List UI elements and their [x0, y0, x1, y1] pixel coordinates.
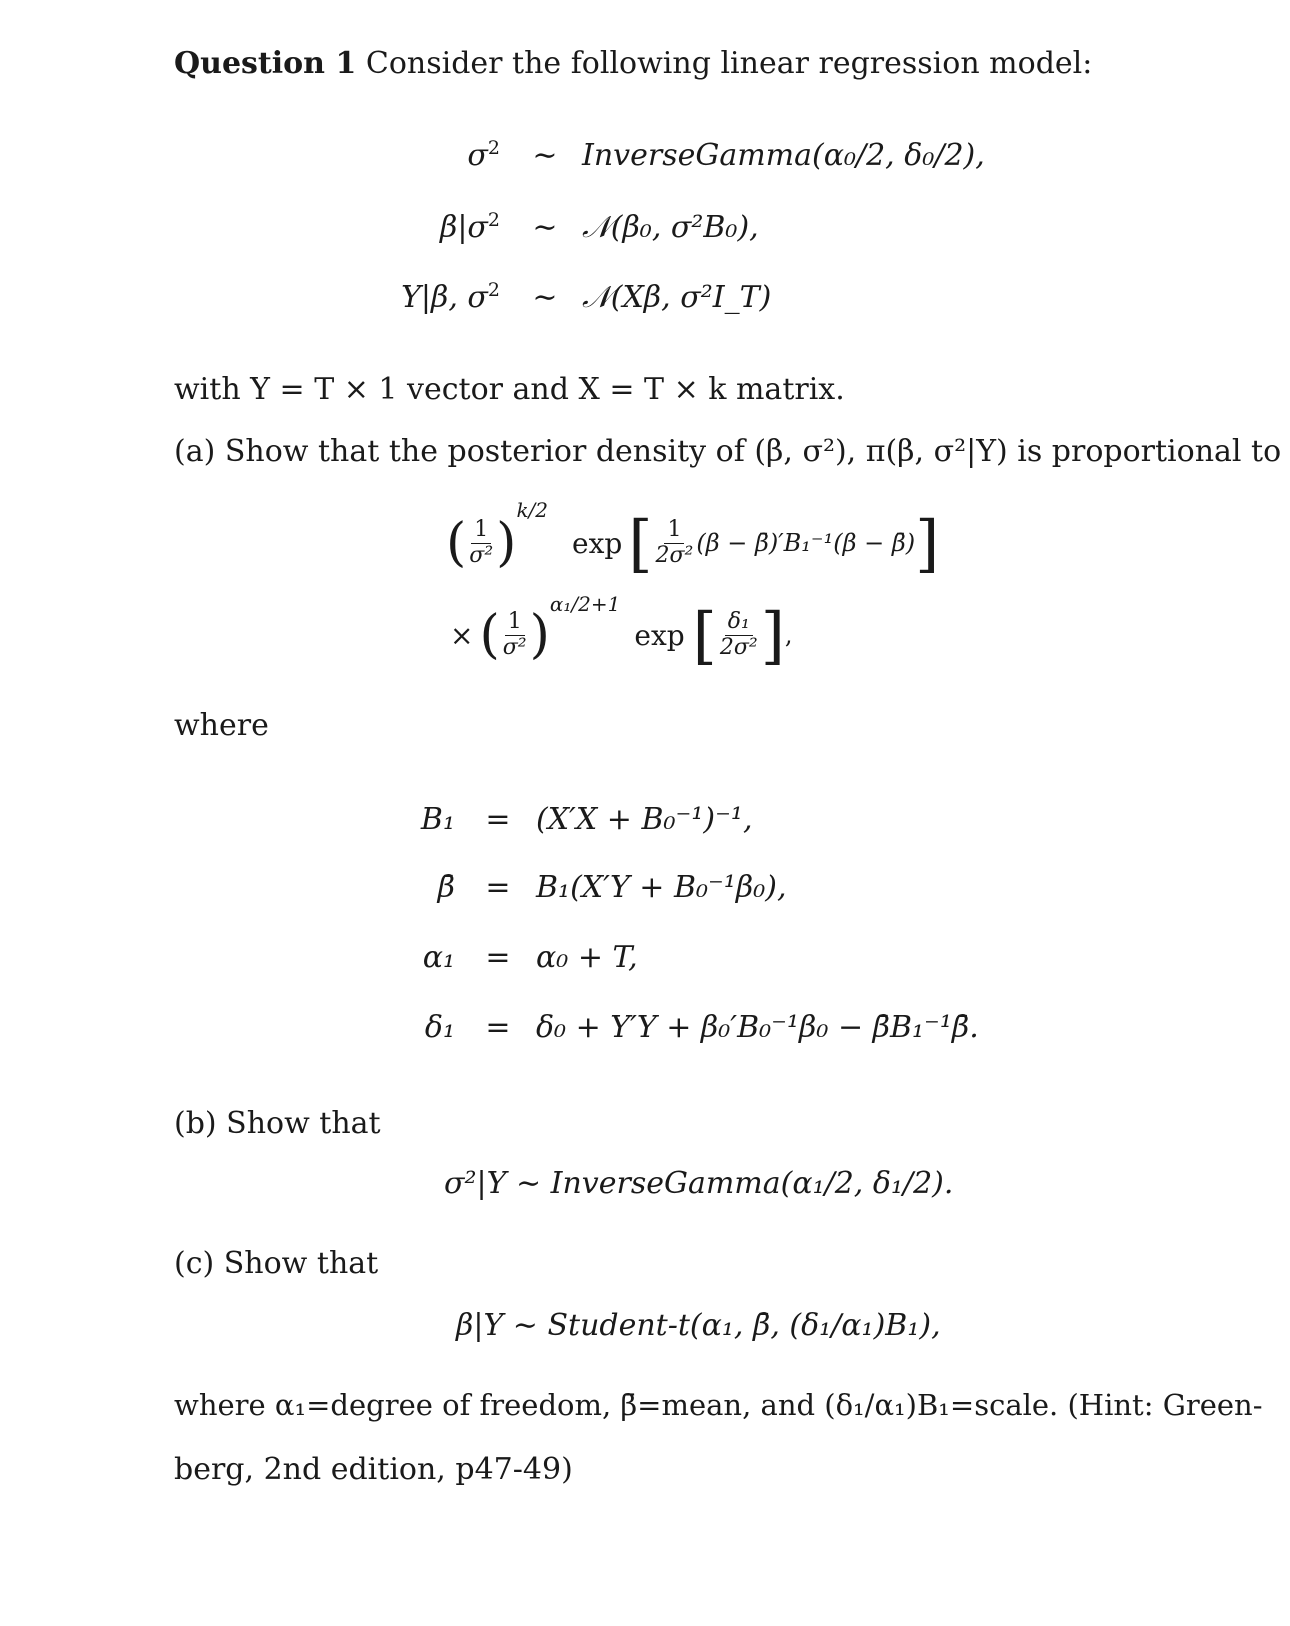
model-eq2-sim: ∼ — [532, 210, 558, 245]
left-paren: ( — [446, 513, 467, 573]
def-betabar-eq: = — [485, 870, 511, 905]
model-eq3-rhs: 𝒩(Xβ, σ²I_T) — [582, 280, 772, 315]
right-paren: ) — [496, 513, 517, 573]
def-b1-lhs: B₁ — [420, 802, 455, 837]
def-delta1-rhs: δ₀ + Y′Y + β₀′B₀⁻¹β₀ − β̄B₁⁻¹β̄. — [536, 1010, 979, 1045]
def-delta1-eq: = — [485, 1010, 511, 1045]
with-text: with Y = T × 1 vector and X = T × k matrix. — [174, 372, 845, 407]
exp-label-2: exp — [634, 618, 685, 652]
exp-label-1: exp — [572, 526, 623, 560]
frac-num: 1 — [664, 518, 684, 543]
posterior-line-2: × ( $\frac{1}{\text{σ²}}$ ) α₁/2+1 exp [ $\frac{\text{δ₁}}{\text{2σ²}}$ ] , — [450, 592, 793, 672]
model-eq1-lhs: $\sigma^2$ — [467, 137, 500, 173]
model-eq1-rhs: InverseGamma(α₀/2, δ₀/2), — [582, 138, 985, 173]
right-paren: ) — [529, 605, 550, 665]
def-delta1-lhs: δ₁ — [424, 1010, 455, 1045]
closing-line-1: where α₁=degree of freedom, β̄=mean, and (δ₁/α₁)B₁=scale. (Hint: Green- — [174, 1388, 1263, 1422]
left-bracket-2: [ — [692, 598, 717, 672]
part-a-text: (a) Show that the posterior density of (β, σ²), π(β, σ²|Y) is proportional to — [174, 434, 1282, 469]
part-b-label: (b) Show that — [174, 1106, 381, 1141]
where-label: where — [174, 708, 269, 743]
part-b-formula: σ²|Y ∼ InverseGamma(α₁/2, δ₁/2). — [444, 1166, 954, 1201]
part-c-formula: β|Y ∼ Student-t(α₁, β̄, (δ₁/α₁)B₁), — [456, 1308, 941, 1343]
power-k-over-2: k/2 — [516, 498, 549, 522]
frac-num: 1 — [505, 610, 525, 635]
def-b1-eq: = — [485, 802, 511, 837]
closing-line-2: berg, 2nd edition, p47-49) — [174, 1452, 573, 1487]
posterior-line-1 — [446, 498, 939, 588]
model-eq2-rhs: 𝒩(β₀, σ²B₀), — [582, 210, 759, 245]
model-eq1-sim: ∼ — [532, 138, 558, 173]
frac-den: 2σ² — [655, 542, 694, 568]
question-heading — [174, 46, 1092, 81]
fraction-one-over-sigma2 — [500, 610, 530, 659]
left-bracket-1: [ — [628, 506, 653, 580]
part-c-label: (c) Show that — [174, 1246, 379, 1281]
frac-den: 2σ² — [719, 634, 758, 660]
model-eq3-lhs: Y|β, $\sigma^2$ — [401, 279, 500, 315]
left-paren: ( — [479, 605, 500, 665]
question-label: Question 1 — [174, 46, 357, 81]
right-bracket-2: ] — [760, 598, 785, 672]
fraction-delta1-over-2sigma2 — [717, 610, 761, 659]
frac-num: 1 — [471, 518, 491, 543]
frac-num: δ₁ — [725, 610, 753, 635]
def-alpha1-lhs: α₁ — [422, 940, 455, 975]
def-betabar-rhs: B₁(X′Y + B₀⁻¹β₀), — [536, 870, 787, 905]
frac-den: σ² — [502, 634, 527, 660]
def-alpha1-eq: = — [485, 940, 511, 975]
power-alpha1: α₁/2+1 — [549, 592, 621, 616]
def-alpha1-rhs: α₀ + T, — [536, 940, 638, 975]
question-intro: Consider the following linear regression model: — [365, 46, 1093, 81]
fraction-one-over-sigma2 — [466, 518, 496, 567]
times-sign: × — [450, 618, 474, 652]
frac-den: σ² — [469, 542, 494, 568]
model-eq2-lhs: $\beta|\sigma^2$ — [439, 209, 500, 245]
fraction-one-over-2sigma2 — [653, 518, 697, 567]
model-eq3-sim: ∼ — [532, 280, 558, 315]
exp1-body: (β − β̄)′B₁⁻¹(β − β̄) — [696, 529, 916, 557]
def-b1-rhs: (X′X + B₀⁻¹)⁻¹, — [536, 802, 753, 837]
def-betabar-lhs: β̄ — [437, 870, 455, 905]
right-bracket-1: ] — [915, 506, 940, 580]
